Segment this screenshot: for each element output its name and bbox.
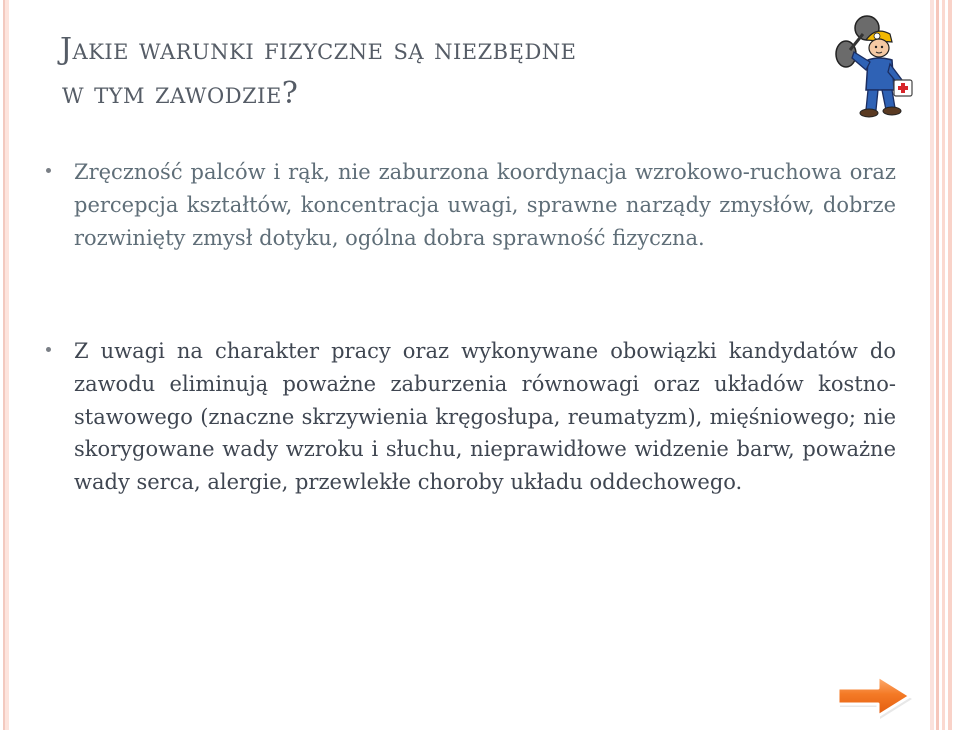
title-line-2: w tym zawodzie? (62, 76, 299, 111)
bullet-dot-icon (46, 347, 51, 352)
bullet-text-2: Z uwagi na charakter pracy oraz wykonywane obowiązki kandydatów do zawodu eliminują poważne zaburzenia równowagi oraz układów kostno-stawowego (znaczne skrzywienia kręgosłupa, reumatyzm), mięśniowego; nie skorygowane wady wzroku i słuchu, nieprawidłowe widzenie barw, poważne wady serca, alergie, przewlekłe choroby układu oddechowego. (74, 339, 896, 495)
bullet-list-item-2 (46, 335, 896, 499)
bullet-text-1: Zręczność palców i rąk, nie zaburzona koordynacja wzrokowo-ruchowa oraz percepcja kształtów, koncentracja uwagi, sprawne narządy zmysłów, dobrze rozwinięty zmysł dotyku, ogólna dobra sprawność fizyczna. (74, 160, 896, 250)
worker-with-first-aid-kit-icon (832, 14, 914, 120)
right-border-decoration (930, 0, 960, 730)
next-slide-arrow-button[interactable] (832, 668, 916, 724)
left-border-decoration (0, 0, 12, 730)
title-line-1: Jakie warunki fizyczne są niezbędne (60, 32, 577, 67)
bullet-dot-icon (46, 168, 51, 173)
bullet-list-item-1 (46, 156, 896, 254)
slide-title (60, 28, 820, 116)
right-arrow-icon (838, 676, 910, 716)
